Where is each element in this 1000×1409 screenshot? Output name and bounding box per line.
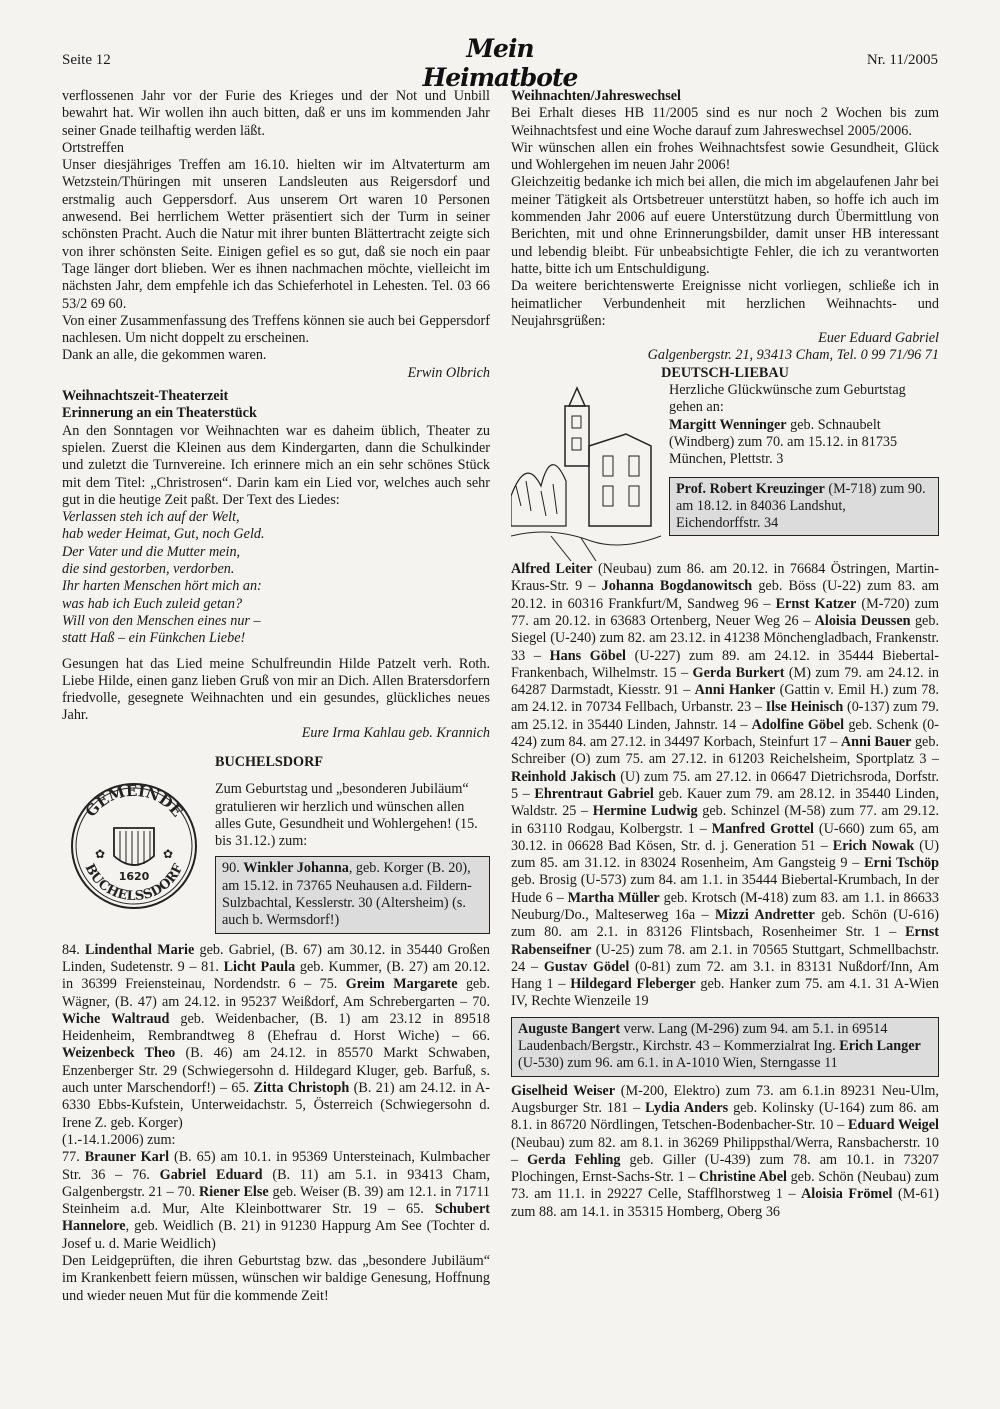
entry-text: (Neubau) zum 82. am 8.1. in 36269 Philippsthal/Werra, Ransbacherstr. 10 –: [511, 1134, 939, 1168]
entry-text: geb. Schnaubelt (Windberg) zum 70. am 15.12. in 81735 München, Plettstr. 3: [669, 416, 898, 468]
entry-text: (B. 65) am 10.1. in 95369 Untersteinach, Kulmbacher Str. 36 – 76.: [62, 1149, 491, 1183]
article-subheading: Erinnerung an ein Theaterstück: [62, 405, 257, 422]
poem-line: statt Haß – ein Fünkchen Liebe!: [62, 630, 246, 647]
seal-year: 1620: [118, 869, 150, 883]
entry-text: geb. Wägner, (B. 47) am 24.12. in 95237 Weißdorf, Am Schrebergarten – 70.: [62, 976, 490, 1010]
person-name: Johanna Bogdanowitsch: [601, 578, 753, 595]
entry-text: (U) zum 75. am 27.12. in 06647 Dietrichsroda, Dorfstr. 5 –: [511, 768, 939, 802]
deutsch-liebau-top: [511, 382, 939, 561]
entry-text: geb. Giller (U-439) zum 78. am 10.1. in 73207 Plochingen, Ernst-Sachs-Str. 1 –: [511, 1151, 940, 1186]
subheading-ortstreffen: Ortstreffen: [62, 139, 124, 156]
signature: Erwin Olbrich: [407, 364, 490, 381]
deutsch-liebau-intro: [661, 382, 939, 536]
section-heading: DEUTSCH-LIEBAU: [661, 364, 789, 381]
paragraph: Zum Geburtstag und „besonderen Jubiläum“ gratulieren wir herzlich und wünschen allen alles Gute, Gesundheit und Wohlergehen! (15. bis 31.12.) zum:: [215, 781, 478, 850]
poem-line: Ihr harten Menschen hört mich an:: [62, 578, 262, 595]
seal-bottom-text: BUCHELSSDORF: [81, 861, 187, 905]
entry-text: (U) zum 85. am 31.12. in 83024 Rosenheim, Am Gangsteig 9 –: [511, 837, 939, 872]
entry-text: geb. Weidenbacher, (B. 1) am 23.12 in 89518 Heidenheim, Rembrandtweg 8 (Ehefrau d. Horst Wiche) – 66.: [62, 1010, 490, 1045]
birthday-list: [62, 1149, 490, 1253]
person-name: Margitt Wenninger: [669, 416, 787, 433]
entry-text: (0-137) zum 79. am 25.12. in 35440 Linden, Jahnstr. 14 –: [511, 699, 939, 733]
church-illustration-icon: [511, 386, 661, 561]
person-name: Greim Margarete: [345, 976, 458, 993]
person-name: Aloisia Frömel: [801, 1186, 893, 1203]
person-name: Lindenthal Marie: [84, 941, 195, 958]
person-name: Lydia Anders: [645, 1099, 729, 1116]
person-name: Aloisia Deussen: [814, 612, 911, 629]
poem-line: hab weder Heimat, Gut, noch Geld.: [62, 526, 265, 543]
person-name: Anni Hanker: [694, 682, 776, 699]
person-name: Erni Tschöp: [864, 855, 939, 872]
paragraph: Herzliche Glückwünsche zum Geburtstag gehen an:: [669, 382, 906, 416]
paragraph: verflossenen Jahr vor der Furie des Krieges und der Not und Unbill bewahrt hat. Wir wollen ihn auch bitten, daß er uns im kommenden Jahr seiner Gnade teilhaftig werden läßt.: [62, 88, 490, 139]
entry-text: (Neubau) zum 86. am 20.12. in 76684 Östringen, Martin-Kraus-Str. 9 –: [511, 561, 939, 595]
entry-text: geb. Hanker zum 75. am 4.1. 31 A-Wien IV, Rechte Wienzeile 19: [511, 976, 940, 1010]
person-name: Gerda Fehling: [527, 1151, 621, 1168]
box-text: , geb. Korger (B. 20), am 15.12. in 73765 Neuhausen a.d. Fildern-Sulzbachtal, Kesslerstr. 30 (Altersheim) (s. auch b. Wermsdorf!): [222, 860, 472, 929]
person-name: Hermine Ludwig: [592, 803, 698, 820]
issue-number: Nr. 11/2005: [866, 52, 938, 68]
person-name: Eduard Weigel: [847, 1117, 939, 1134]
birthday-list: [62, 942, 490, 1132]
entry-text: geb. Kauer zum 79. am 28.12. in 35440 Linden, Waldstr. 25 –: [511, 785, 940, 820]
paragraph: Da weitere berichtenswerte Ereignisse nicht vorliegen, schließe ich in heimatlicher Verbundenheit mit herzlichen Weihnachts- und Neujahrsgrüßen:: [511, 278, 939, 329]
entry-text: (M-200, Elektro) zum 73. am 6.1.in 89231 Neu-Ulm, Augsburger Str. 181 –: [511, 1082, 939, 1116]
seal-top-text: GEMEINDE: [81, 781, 187, 821]
entry-text: geb. Brosig (U-573) zum 84. am 1.1. in 35444 Biebertal-Krumbach, In der Hude 6 –: [511, 872, 939, 906]
person-name: Weizenbeck Theo: [62, 1045, 176, 1062]
article-heading: Weihnachtszeit-Theaterzeit: [62, 388, 229, 405]
person-name: Prof. Robert Kreuzinger: [676, 480, 825, 497]
entry-text: , geb. Weidlich (B. 21) in 91230 Happurg Am See (Tochter d. Josef u. d. Marie Weidlich): [62, 1218, 490, 1252]
person-name: Ernst Rabenseifner: [511, 924, 939, 958]
poem-line: Verlassen steh ich auf der Welt,: [62, 509, 240, 526]
person-name: Reinhold Jakisch: [511, 768, 617, 785]
paragraph: Gesungen hat das Lied meine Schulfreundin Hilde Patzelt verh. Roth. Liebe Hilde, einen ganz lieben Gruß von mir an Dich. Allen Bratersdorfern friedvolle, gesegnete Weihnachten und ein gesundes, glückliches neues Jahr.: [62, 655, 490, 724]
left-column: [62, 88, 490, 1305]
poem: [62, 509, 490, 647]
paragraph: Von einer Zusammenfassung des Treffens können sie auch bei Geppersdorf nachlesen. Um nicht doppelt zu erscheinen.: [62, 312, 490, 347]
person-name: Adolfine Göbel: [751, 716, 845, 733]
buchelsdorf-section: [62, 754, 490, 934]
person-name: Schubert Hannelore: [62, 1201, 490, 1235]
person-name: Erich Nowak: [832, 837, 915, 854]
entry-text: geb. Weiser (B. 39) am 12.1. in 71711 Steinheim a.d. Mur, Alte Kleinbottwarer Str. 19 – 65.: [62, 1183, 491, 1218]
entry-text: geb. Böss (U-22) zum 83. am 20.12. in 60316 Frankfurt/M, Sandweg 96 –: [511, 578, 939, 612]
paragraph: An den Sonntagen vor Weihnachten war es daheim üblich, Theater zu spielen. Zuerst die Kleinen aus dem Kindergarten, dann die Schulkinder und zuletzt die Turnvereine. Ich erinnere mich an ein sehr schönes Stück mit dem Titel: „Christrosen“. Darin kam ein Lied vor, welches auch sehr gut in die heutige Zeit paßt. Der Text des Liedes:: [62, 422, 490, 508]
person-name: Brauner Karl: [84, 1149, 170, 1166]
person-name: Wiche Waltraud: [62, 1010, 170, 1027]
person-name: Anni Bauer: [840, 734, 912, 751]
section-heading: BUCHELSDORF: [215, 753, 323, 770]
poem-line: was hab ich Euch zuleid getan?: [62, 595, 243, 612]
entry-text: geb. Kolinsky (U-164) zum 86. am 8.1. in 86720 Nördlingen, Tetschen-Bodenbacher-Str. 10 –: [511, 1099, 939, 1134]
right-column: [511, 88, 939, 1221]
article-heading: Weihnachten/Jahreswechsel: [511, 88, 681, 104]
birthday-list: [511, 1083, 939, 1221]
person-name: Hildegard Fleberger: [570, 976, 696, 993]
poem-line: Der Vater und die Mutter mein,: [62, 543, 241, 560]
entry-text: (M-61) zum 88. am 14.1. in 35315 Homberg, Oberg 36: [511, 1186, 939, 1220]
entry-text: (B. 46) am 24.12. in 85570 Markt Schwaben, Enzenberger Str. 29 (Schwiegersohn d. Hildegard Kluger, geb. Barfuß, s. auch unter Marschendorf!) – 65.: [62, 1045, 490, 1097]
entry-text: geb. Krotsch (M-418) zum 83. am 1.1. in 86633 Neuburg/Do., Malteserweg 16a –: [511, 889, 939, 923]
person-name: Zitta Christoph: [253, 1080, 350, 1097]
paragraph: (1.-14.1.2006) zum:: [62, 1131, 176, 1148]
highlight-box: [511, 1017, 939, 1077]
entry-text: geb. Schön (U-616) zum 80. am 2.1. in 83126 Flintsbach, Rosenheimer Str. 1 –: [511, 906, 939, 941]
entry-text: geb. Kummer, (B. 27) am 20.12. in 36399 Freiensteinau, Nordendstr. 6 – 75.: [62, 958, 490, 993]
page-number: Seite 12: [62, 52, 111, 68]
paragraph: Unser diesjähriges Treffen am 16.10. hielten wir im Altvaterturm am Wetzstein/Thüringen mit unseren Landsleuten aus Reigersdorf und erstmalig auch Geppersdorf. Aus unserem Ort waren 10 Personen anwesend. Bei herrlichem Wetter präsentiert sich der Turm in seiner schönsten Pracht. Auch die Natur mit ihrer bunten Blättertracht zeigte sich von ihrer schönsten Seite. Einigen gefiel es so gut, daß sie noch ein paar Tage länger dort blieben. Wer es ihnen nachmachen möchte, vielleicht im nächsten Jahr, dem empfehle ich das Schieferhotel in Lehesten. Tel. 03 66 53/2 69 60.: [62, 157, 490, 312]
entry-text: (U-227) zum 89. am 24.12. in 35444 Biebertal-Frankenbach, Wilhelmstr. 15 –: [511, 647, 939, 681]
poem-line: Will von den Menschen eines nur –: [62, 612, 261, 629]
entry-text: geb. Siegel (U-240) zum 82. am 23.12. in 41238 Mönchengladbach, Frankenstr. 33 –: [511, 612, 939, 664]
paragraph: Gleichzeitig bedanke ich mich bei allen, die mich im abgelaufenen Jahr bei meiner Tätigkeit als Ortsbetreuer unterstützt haben, so hoffe ich auch im kommenden Jahr 2006 auf euere Unterstützung durch Übermittlung von Berichten, mit und ohne Erinnerungsbilder, damit unser HB interessant und lebendig bleibt. Für unbeabsichtigte Fehler, die ich zu verantworten hatte, bitte ich um Entschuldigung.: [511, 174, 939, 277]
highlight-box: [215, 856, 490, 933]
person-name: Gabriel Eduard: [159, 1166, 263, 1183]
entry-text: 84.: [62, 941, 85, 958]
entry-text: (M) zum 79. am 24.12. in 64287 Darmstadt, Kiesstr. 91 –: [511, 664, 939, 699]
paragraph: Wir wünschen allen ein frohes Weihnachtsfest sowie Gesundheit, Glück und Wohlergehen im neuen Jahr 2006!: [511, 139, 939, 174]
entry-text: geb. Schenk (0-424) zum 84. am 27.12. in 34497 Korbach, Steinfurt 17 –: [511, 716, 940, 751]
masthead-logo: Mein Heimatbote: [422, 34, 578, 92]
signature: Eure Irma Kahlau geb. Krannich: [301, 724, 490, 741]
person-name: Gerda Burkert: [692, 664, 785, 681]
person-name: Licht Paula: [223, 958, 296, 975]
entry-text: (B. 21) am 24.12. in A-6330 Ebbs-Kufstein, Unterweidachstr. 5, Österreich (Schwiegersohn d. Irene Z. geb. Korger): [62, 1080, 491, 1131]
entry-text: geb. Schinzel (M-58) zum 77. am 29.12. in 63110 Rodgau, Kolbergstr. 1 –: [511, 803, 939, 837]
person-name: Ehrentraut Gabriel: [534, 785, 654, 802]
paragraph: Den Leidgeprüften, die ihren Geburtstag bzw. das „besondere Jubiläum“ im Krankenbett feiern müssen, wünschen wir baldige Genesung, Hoffnung und wieder neuen Mut für die kommende Zeit!: [62, 1253, 490, 1304]
person-name: Winkler Johanna: [243, 860, 349, 877]
person-name: Mizzi Andretter: [714, 906, 815, 923]
person-name: Manfred Grottel: [711, 820, 814, 837]
birthday-entry: [669, 417, 939, 469]
person-name: Riener Else: [198, 1183, 269, 1200]
person-name: Auguste Bangert: [518, 1020, 621, 1037]
birthday-list: [511, 561, 939, 1011]
signature: Euer Eduard Gabriel: [818, 330, 939, 347]
gemeinde-seal-icon: [62, 776, 207, 911]
entry-text: (B. 11) am 5.1. in 93413 Cham, Galgenbergstr. 21 – 70.: [62, 1166, 490, 1200]
highlight-box: [669, 477, 939, 537]
person-name: Gustav Gödel: [543, 958, 630, 975]
paragraph: Dank an alle, die gekommen waren.: [62, 347, 267, 364]
person-name: Christine Abel: [698, 1169, 787, 1186]
entry-text: (M-720) zum 77. am 20.12. in 63683 Ortenberg, Neuer Weg 26 –: [511, 595, 939, 629]
person-name: Alfred Leiter: [511, 561, 593, 578]
entry-text: (M-718) zum 90. am 18.12. in 84036 Landshut, Eichendorffstr. 34: [676, 480, 926, 532]
entry-text: (U-25) zum 78. am 2.1. in 70565 Stuttgart, Schmellbachstr. 24 –: [511, 941, 939, 975]
entry-text: geb. Schreiber (O) zum 75. am 27.12. in 61203 Reichelsheim, Sportplatz 3 –: [511, 734, 939, 768]
entry-text: (U-530) zum 96. am 6.1. in A-1010 Wien, Sterngasse 11: [518, 1055, 838, 1072]
person-name: Hans Göbel: [549, 647, 626, 664]
entry-text: verw. Lang (M-296) zum 94. am 5.1. in 69514 Laudenbach/Bergstr., Kirchstr. 43 – Kommerzialrat Ing.: [518, 1020, 888, 1055]
person-name: Giselheid Weiser: [511, 1082, 616, 1099]
entry-text: geb. Gabriel, (B. 67) am 30.12. in 35440 Großen Linden, Sudetenstr. 9 – 81.: [62, 941, 491, 975]
entry-text: (U-660) zum 65, am 30.12. in 06628 Bad Kösen, Str. d. j. Generation 51 –: [511, 820, 939, 854]
person-name: Ilse Heinisch: [765, 699, 844, 716]
entry-text: (0-81) zum 72. am 3.1. in 83131 Nußdorf/Inn, Am Hang 1 –: [511, 958, 940, 993]
entry-text: geb. Schön (Neubau) zum 73. am 11.1. in 29227 Celle, Stafflhorstweg 1 –: [511, 1169, 939, 1203]
person-name: Ernst Katzer: [775, 595, 857, 612]
svg-text:GEMEINDE: [82, 782, 187, 821]
person-name: Martha Müller: [567, 889, 660, 906]
paragraph: Bei Erhalt dieses HB 11/2005 sind es nur noch 2 Wochen bis zum Weihnachtsfest und eine Woche darauf zum Jahreswechsel 2005/2006.: [511, 105, 939, 139]
poem-line: die sind gestorben, verdorben.: [62, 561, 235, 578]
signature-address: Galgenbergstr. 21, 93413 Cham, Tel. 0 99 71/96 71: [647, 347, 939, 364]
entry-text: 77.: [62, 1149, 85, 1166]
entry-text: (Gattin v. Emil H.) zum 78. am 24.12. in 70734 Fellbach, Urbanstr. 23 –: [511, 682, 940, 716]
box-text: 90.: [222, 860, 244, 877]
svg-text:✿: ✿: [95, 846, 106, 861]
svg-text:✿: ✿: [163, 846, 174, 861]
person-name: Erich Langer: [839, 1038, 921, 1055]
buchelsdorf-text: [207, 754, 490, 934]
